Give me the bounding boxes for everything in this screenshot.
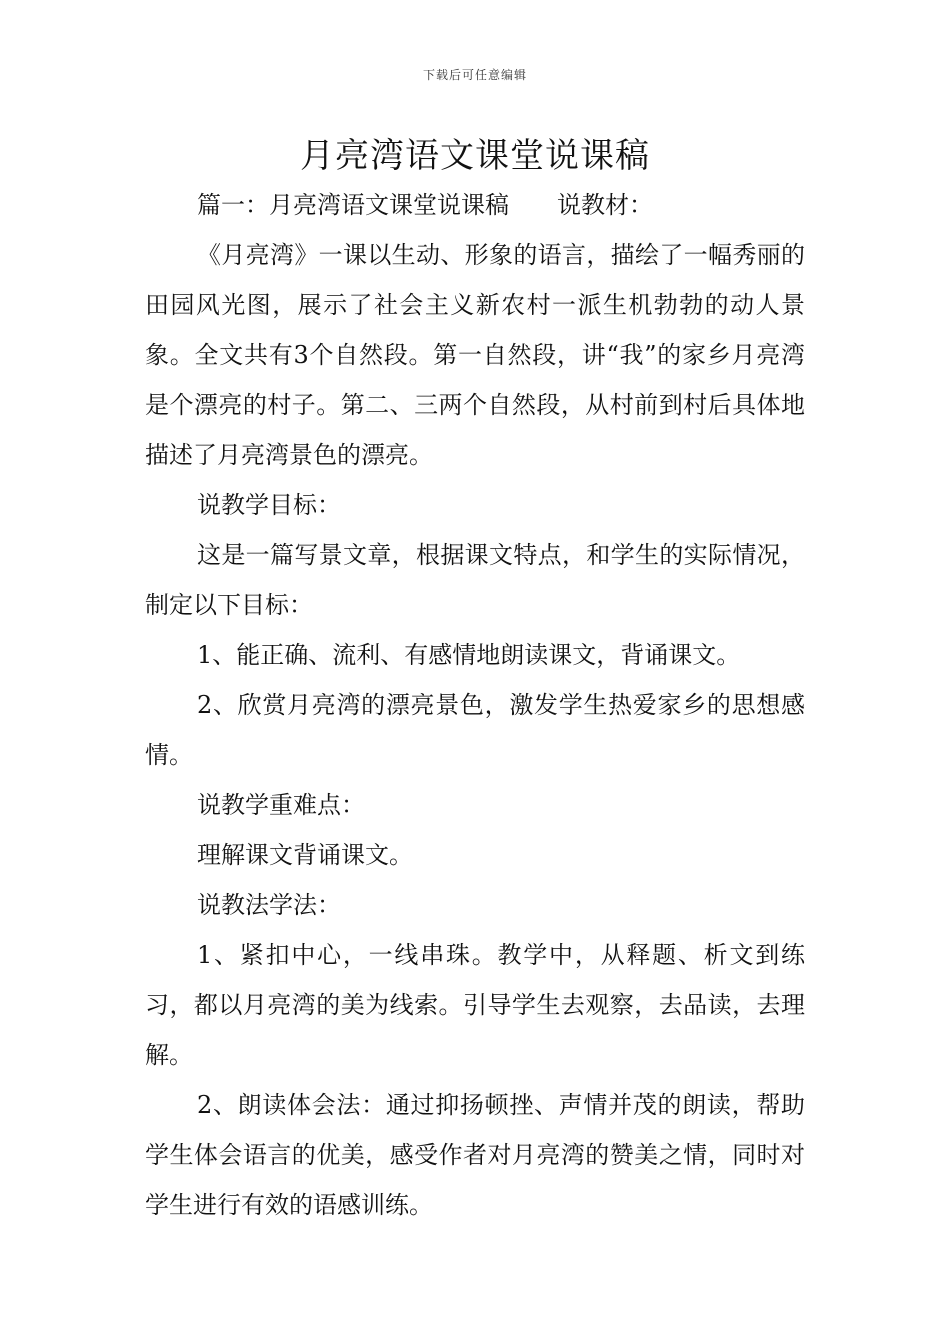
- document-title: 月亮湾语文课堂说课稿: [300, 136, 650, 176]
- document-body: [145, 180, 805, 1230]
- paragraph-list-item: 2、欣赏月亮湾的漂亮景色，激发学生热爱家乡的思想感情。: [145, 691, 805, 769]
- paragraph-list-item: 1、紧扣中心，一线串珠。教学中，从释题、析文到练习，都以月亮湾的美为线索。引导学生去观察，去品读，去理解。: [145, 941, 805, 1069]
- header-note: 下载后可任意编辑: [422, 68, 527, 82]
- paragraph-text: 理解课文背诵课文。: [197, 841, 413, 869]
- paragraph-heading-key-points: 说教学重难点：: [197, 791, 365, 819]
- paragraph-list-item: 1、能正确、流利、有感情地朗读课文，背诵课文。: [197, 641, 741, 669]
- paragraph-list-item: 2、朗读体会法：通过抑扬顿挫、声情并茂的朗读，帮助学生体会语言的优美，感受作者对月亮湾的赞美之情，同时对学生进行有效的语感训练。: [145, 1091, 805, 1219]
- paragraph-text: 《月亮湾》一课以生动、形象的语言，描绘了一幅秀丽的田园风光图，展示了社会主义新农村一派生机勃勃的动人景象。全文共有3个自然段。第一自然段，讲“我”的家乡月亮湾是个漂亮的村子。第二、三两个自然段，从村前到村后具体地描述了月亮湾景色的漂亮。: [145, 241, 805, 469]
- paragraph-heading-goals: 说教学目标：: [197, 491, 341, 519]
- paragraph-text: 这是一篇写景文章，根据课文特点，和学生的实际情况，制定以下目标：: [145, 541, 805, 619]
- paragraph-heading-methods: 说教法学法：: [197, 891, 341, 919]
- paragraph-section-heading: 篇一：月亮湾语文课堂说课稿 说教材：: [197, 191, 653, 219]
